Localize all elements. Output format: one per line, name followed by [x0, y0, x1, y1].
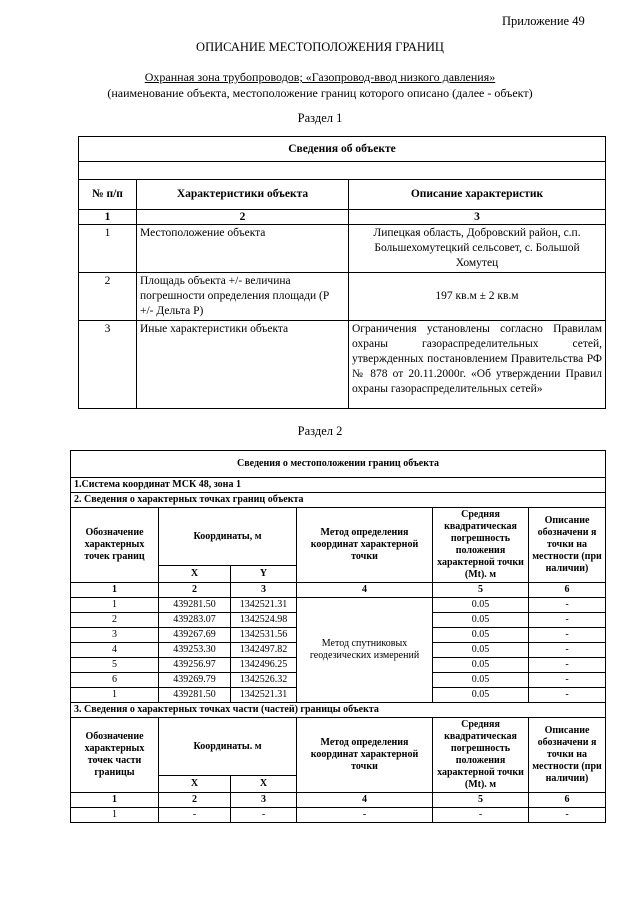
part-method: -: [297, 808, 433, 823]
h-method: Метод определения координат характерной точки: [297, 508, 433, 583]
h-x: X: [159, 566, 231, 583]
point-desc: -: [529, 613, 606, 628]
point-mt: 0.05: [433, 658, 529, 673]
point-x: 439269.79: [159, 673, 231, 688]
row-num: 1: [79, 225, 137, 273]
part-x: -: [159, 808, 231, 823]
point-desc: -: [529, 628, 606, 643]
object-info-title: Сведения об объекте: [79, 137, 606, 162]
idx-cell: 4: [297, 793, 433, 808]
h-x: X: [159, 776, 231, 793]
point-y: 1342526.32: [231, 673, 297, 688]
table-row: [71, 598, 606, 613]
sub3-title: 3. Сведения о характерных точках части (частей) границы объекта: [71, 703, 606, 718]
table-row: [79, 225, 606, 273]
point-mt: 0.05: [433, 628, 529, 643]
point-desc: -: [529, 673, 606, 688]
h-error: Средняя квадратическая погрешность положения характерной точки (Mt). м: [433, 508, 529, 583]
h-point: Обозначение характерных точек границ: [71, 508, 159, 583]
point-desc: -: [529, 598, 606, 613]
point-mt: 0.05: [433, 613, 529, 628]
object-name: Охранная зона трубопроводов; «Газопровод-ввод низкого давления»: [144, 70, 496, 84]
page-title: ОПИСАНИЕ МЕСТОПОЛОЖЕНИЯ ГРАНИЦ: [196, 40, 444, 54]
point-x: 439281.50: [159, 598, 231, 613]
object-info-table: [78, 136, 606, 409]
h-desc: Описание обозначени я точки на местности (при наличии): [529, 508, 606, 583]
col-desc-header: Описание характеристик: [349, 180, 606, 210]
boundary-title: Сведения о местоположении границ объекта: [71, 451, 606, 478]
point-num: 1: [71, 688, 159, 703]
method-cell: Метод спутниковых геодезических измерений: [297, 598, 433, 703]
sub2-title: 2. Сведения о характерных точках границ объекта: [71, 493, 606, 508]
table-row: [71, 808, 606, 823]
idx-cell: 2: [159, 583, 231, 598]
empty-row: [79, 162, 606, 180]
idx-cell: 6: [529, 793, 606, 808]
h-desc: Описание обозначени я точки на местности (при наличии): [529, 718, 606, 793]
idx-cell: 6: [529, 583, 606, 598]
row-char: Площадь объекта +/- величина погрешности определения площади (Р +/- Дельта Р): [137, 273, 349, 321]
point-mt: 0.05: [433, 598, 529, 613]
h-error: Средняя квадратическая погрешность положения характерной точки (Mt). м: [433, 718, 529, 793]
point-num: 2: [71, 613, 159, 628]
point-num: 6: [71, 673, 159, 688]
point-x: 439256.97: [159, 658, 231, 673]
idx-cell: 3: [231, 583, 297, 598]
point-x: 439283.07: [159, 613, 231, 628]
point-x: 439281.50: [159, 688, 231, 703]
idx-cell: 1: [71, 583, 159, 598]
point-y: 1342521.31: [231, 598, 297, 613]
point-x: 439253.30: [159, 643, 231, 658]
idx-cell: 2: [137, 210, 349, 225]
point-desc: -: [529, 643, 606, 658]
point-num: 1: [71, 598, 159, 613]
point-y: 1342524.98: [231, 613, 297, 628]
row-char: Местоположение объекта: [137, 225, 349, 273]
row-desc: Липецкая область, Добровский район, с.п. Большехомутецкий сельсовет, с. Большой Хомутец: [349, 225, 606, 273]
idx-cell: 5: [433, 793, 529, 808]
idx-cell: 3: [231, 793, 297, 808]
part-desc: -: [529, 808, 606, 823]
idx-cell: 4: [297, 583, 433, 598]
h-method: Метод определения координат характерной точки: [297, 718, 433, 793]
point-num: 5: [71, 658, 159, 673]
point-desc: -: [529, 658, 606, 673]
idx-cell: 2: [159, 793, 231, 808]
point-num: 4: [71, 643, 159, 658]
h-coords: Координаты, м: [159, 508, 297, 566]
point-x: 439267.69: [159, 628, 231, 643]
point-desc: -: [529, 688, 606, 703]
point-y: 1342521.31: [231, 688, 297, 703]
idx-cell: 1: [71, 793, 159, 808]
table-row: [79, 273, 606, 321]
part-y: -: [231, 808, 297, 823]
point-y: 1342531.56: [231, 628, 297, 643]
h-y: Y: [231, 566, 297, 583]
point-mt: 0.05: [433, 688, 529, 703]
point-y: 1342497.82: [231, 643, 297, 658]
h-coords-part: Координаты. м: [159, 718, 297, 776]
part-mt: -: [433, 808, 529, 823]
object-note: (наименование объекта, местоположение границ которого описано (далее - объект): [107, 86, 533, 100]
col-char-header: Характеристики объекта: [137, 180, 349, 210]
section2-label: Раздел 2: [297, 424, 343, 438]
row-char: Иные характеристики объекта: [137, 321, 349, 409]
appendix-label: Приложение 49: [502, 14, 585, 28]
point-y: 1342496.25: [231, 658, 297, 673]
row-desc: 197 кв.м ± 2 кв.м: [349, 273, 606, 321]
row-desc: Ограничения установлены согласно Правилам охраны газораспределительных сетей, утвержденных постановлением Правительства РФ № 878 от 20.11.2000г. «Об утверждении Правил охраны газораспределительных сетей»: [349, 321, 606, 409]
col-num-header: № п/п: [79, 180, 137, 210]
idx-cell: 1: [79, 210, 137, 225]
h-y: X: [231, 776, 297, 793]
point-mt: 0.05: [433, 673, 529, 688]
h-point-part: Обозначение характерных точек части границы: [71, 718, 159, 793]
section1-label: Раздел 1: [297, 111, 343, 125]
table-row: [79, 321, 606, 409]
boundary-table: [70, 450, 606, 823]
coord-system: 1.Система координат МСК 48, зона 1: [71, 478, 606, 493]
idx-cell: 5: [433, 583, 529, 598]
point-num: 3: [71, 628, 159, 643]
part-num: 1: [71, 808, 159, 823]
idx-cell: 3: [349, 210, 606, 225]
row-num: 2: [79, 273, 137, 321]
point-mt: 0.05: [433, 643, 529, 658]
row-num: 3: [79, 321, 137, 409]
